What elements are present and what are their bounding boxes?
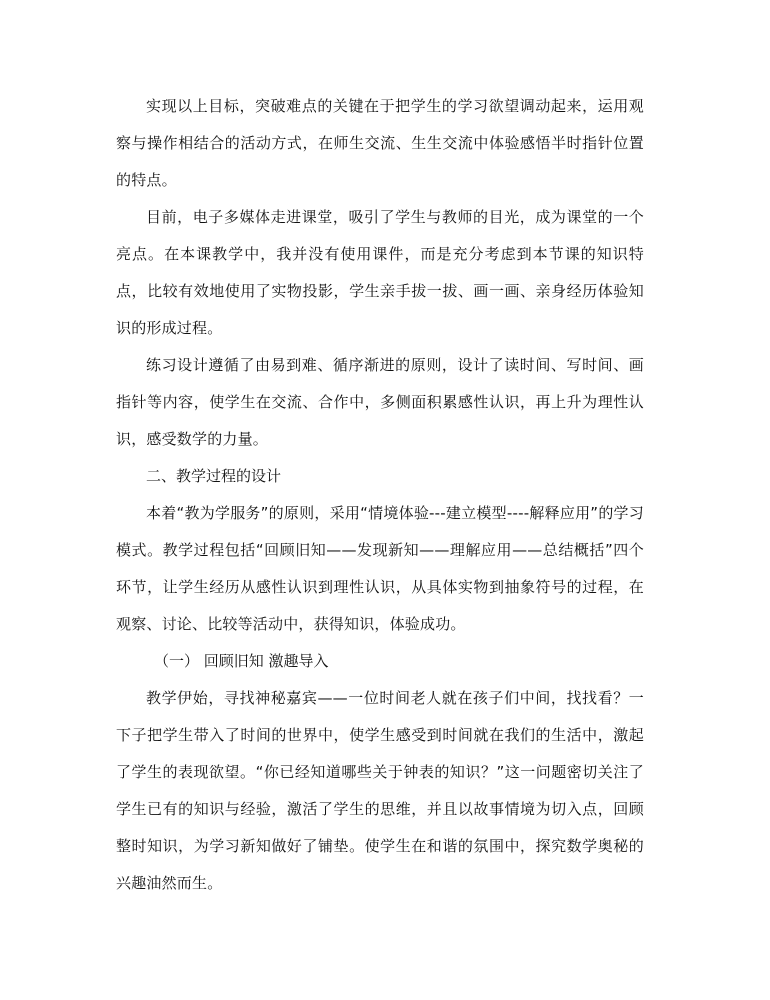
paragraph-goal-breakthrough: 实现以上目标，突破难点的关键在于把学生的学习欲望调动起来，运用观察与操作相结合的活动方式，在师生交流、生生交流中体验感悟半时指针位置的特点。 [116, 97, 644, 189]
paragraph-teaching-process: 本着“教为学服务”的原则，采用“情境体验---建立模型----解释应用”的学习模式。教学过程包括“回顾旧知——发现新知——理解应用——总结概括”四个环节，让学生经历从感性认识到理性认识，从具体实物到抽象符号的过程，在观察、讨论、比较等活动中，获得知识，体验成功。 [116, 504, 644, 633]
paragraph-introduction: 教学伊始，寻找神秘嘉宾——一位时间老人就在孩子们中间，找找看？一下子把学生带入了时间的世界中，使学生感受到时间就在我们的生活中，激起了学生的表现欲望。“你已经知道哪些关于钟表的知识？”这一问题密切关注了学生已有的知识与经验，激活了学生的思维，并且以故事情境为切入点，回顾整时知识，为学习新知做好了铺垫。使学生在和谐的氛围中，探究数学奥秘的兴趣油然而生。 [116, 689, 644, 892]
paragraph-multimedia: 目前，电子多媒体走进课堂，吸引了学生与教师的目光，成为课堂的一个亮点。在本课教学中，我并没有使用课件，而是充分考虑到本节课的知识特点，比较有效地使用了实物投影，学生亲手拔一拔、画一画、亲身经历体验知识的形成过程。 [116, 208, 644, 337]
section-heading: 二、教学过程的设计 [146, 467, 282, 485]
paragraph-exercise-design: 练习设计遵循了由易到难、循序渐进的原则，设计了读时间、写时间、画指针等内容，使学生在交流、合作中，多侧面积累感性认识，再上升为理性认识，感受数学的力量。 [116, 356, 644, 448]
subsection-heading: （一） 回顾旧知 激趣导入 [154, 652, 329, 670]
